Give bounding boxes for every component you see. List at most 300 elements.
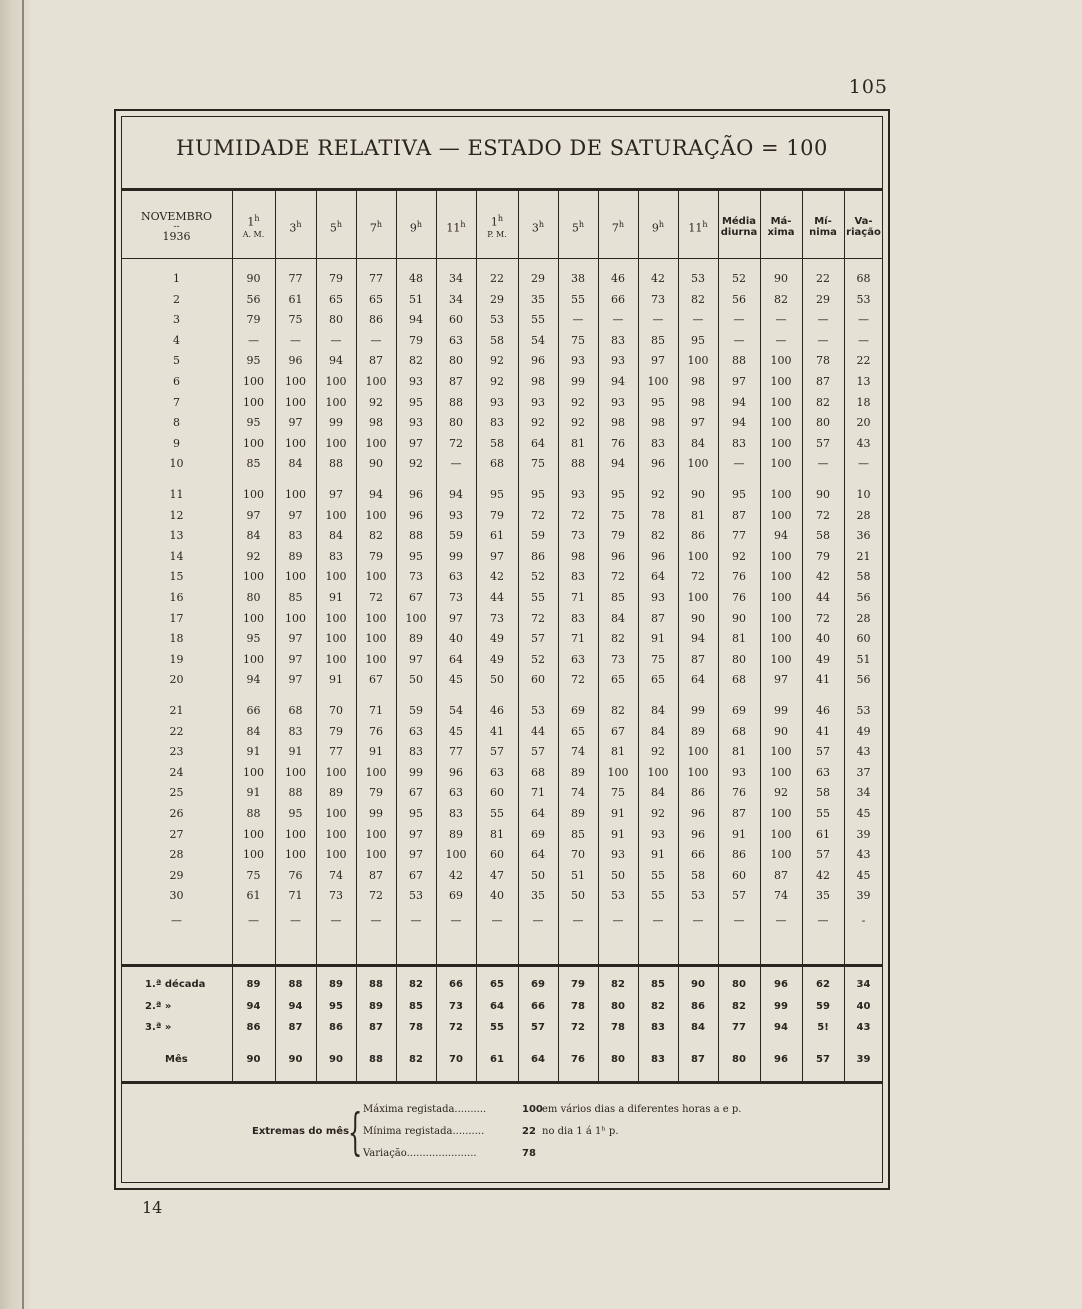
table-cell: 63 (571, 652, 585, 666)
header-column (844, 196, 883, 258)
table-cell: 79 (816, 549, 830, 563)
table-cell: 95 (490, 488, 504, 501)
table-cell: 51 (571, 868, 585, 882)
table-cell: 58 (856, 570, 871, 584)
summary-cell: 90 (288, 1054, 303, 1065)
table-cell: 72 (816, 508, 830, 522)
table-cell: 90 (732, 611, 746, 625)
table-cell: 100 (365, 436, 387, 450)
table-cell: 94 (691, 632, 705, 646)
table-cell: 100 (285, 395, 306, 409)
table-cell: — (733, 457, 745, 471)
table-cell: 75 (531, 457, 545, 471)
extreme-detail: em vários dias a diferentes horas a e p. (542, 1104, 742, 1115)
table-cell: 67 (409, 591, 423, 604)
table-cell: 82 (611, 632, 625, 646)
table-cell: 84 (651, 786, 665, 800)
summary-cell: 57 (531, 1022, 545, 1033)
table-cell: 72 (369, 889, 383, 903)
summary-cell: 87 (369, 1022, 383, 1033)
table-cell: 40 (449, 632, 463, 646)
table-cell: 57 (732, 889, 746, 903)
table-cell: 56 (732, 292, 746, 306)
table-cell: 52 (531, 652, 545, 666)
table-cell: 46 (816, 704, 830, 717)
header-column (558, 196, 598, 258)
table-cell: 93 (651, 591, 665, 604)
table-cell: 100 (365, 375, 387, 388)
table-cell: 98 (651, 416, 665, 430)
table-cell: 69 (531, 827, 545, 841)
table-cell: 92 (369, 395, 383, 409)
row-day: 23 (169, 745, 184, 759)
summary-cell: 85 (651, 979, 665, 990)
table-cell: 89 (691, 724, 705, 738)
table-cell: 100 (687, 457, 709, 471)
table-cell: 100 (325, 375, 347, 388)
table-cell: 91 (329, 673, 343, 687)
table-cell: 98 (611, 416, 625, 430)
table-cell: 50 (409, 673, 423, 687)
table-cell: 100 (325, 807, 347, 820)
table-cell: 69 (732, 704, 746, 717)
table-cell: 49 (816, 652, 830, 666)
table-cell: 97 (288, 508, 303, 522)
header-column-sup: h (538, 220, 545, 230)
table-cell: 93 (571, 354, 585, 368)
table-cell: 72 (571, 508, 585, 522)
summary-cell: 40 (856, 1001, 871, 1012)
row-day: 26 (169, 807, 184, 820)
table-cell: 97 (409, 652, 423, 666)
table-cell: — (410, 914, 422, 927)
summary-label: 2.ª » (145, 1001, 172, 1012)
table-cell: 91 (329, 591, 343, 604)
table-cell: 38 (571, 272, 585, 285)
row-day: 29 (169, 868, 184, 882)
table-cell: 89 (571, 765, 585, 779)
table-cell: 71 (369, 704, 383, 717)
row-day: 16 (169, 591, 184, 604)
table-cell: 22 (856, 354, 871, 368)
table-cell: — (692, 914, 704, 927)
table-cell: 49 (490, 652, 504, 666)
table-cell: 84 (651, 724, 665, 738)
table-cell: 94 (409, 313, 423, 327)
table-cell: 58 (490, 436, 504, 450)
table-cell: 55 (490, 807, 504, 820)
summary-cell: 39 (856, 1054, 871, 1065)
table-cell: 97 (774, 673, 788, 687)
table-cell: 63 (449, 333, 463, 347)
table-cell: 49 (490, 632, 504, 646)
summary-cell: 88 (369, 979, 383, 990)
table-cell: 75 (288, 313, 303, 327)
table-cell: 74 (571, 745, 585, 759)
table-cell: 76 (369, 724, 383, 738)
table-cell: 64 (449, 652, 463, 666)
header-column (316, 196, 356, 258)
table-cell: - (861, 914, 866, 927)
table-cell: 97 (288, 652, 303, 666)
table-cell: 100 (365, 570, 387, 584)
table-cell: 100 (285, 827, 306, 841)
summary-cell: 72 (449, 1022, 463, 1033)
header-column (802, 196, 844, 258)
table-cell: 99 (369, 807, 383, 820)
table-cell: — (733, 914, 745, 927)
table-cell: 95 (246, 354, 261, 368)
table-cell: 94 (774, 529, 788, 543)
table-cell: 35 (816, 889, 830, 903)
header-column (436, 196, 476, 258)
table-cell: 22 (490, 272, 504, 285)
table-cell: 99 (329, 416, 343, 430)
header-column-top: Má- (770, 216, 792, 227)
table-cell: 100 (687, 354, 709, 368)
row-day: 4 (173, 333, 180, 347)
table-cell: 88 (288, 786, 303, 800)
table-cell: 97 (288, 632, 303, 646)
header-column-top: 3$^h$ (531, 220, 545, 235)
table-cell: — (450, 914, 462, 927)
summary-cell: 89 (369, 1001, 383, 1012)
table-cell: 97 (409, 848, 423, 862)
table-cell: 29 (531, 272, 545, 285)
header-column-sub: P. M. (487, 229, 507, 239)
header-column-sub: riação (846, 227, 881, 238)
table-cell: 66 (246, 704, 261, 717)
table-cell: 100 (325, 570, 347, 584)
header-column-sub: diurna (720, 227, 758, 238)
summary-cell: 99 (774, 1001, 788, 1012)
table-cell: 100 (445, 848, 467, 862)
table-cell: 78 (816, 354, 830, 368)
summary-cell: 78 (409, 1022, 423, 1033)
table-cell: 72 (691, 570, 705, 584)
table-cell: — (817, 333, 829, 347)
table-cell: 81 (691, 508, 705, 522)
table-cell: 76 (288, 868, 303, 882)
row-day: 30 (169, 889, 184, 903)
table-cell: 100 (770, 375, 792, 388)
table-cell: 65 (571, 724, 585, 738)
table-cell: 53 (409, 889, 423, 903)
table-cell: 93 (490, 395, 504, 409)
summary-cell: 80 (611, 1001, 625, 1012)
table-cell: 55 (816, 807, 830, 820)
header-column-top: 7$^h$ (611, 220, 625, 235)
table-cell: — (370, 914, 382, 927)
table-cell: 98 (369, 416, 383, 430)
table-cell: 96 (651, 549, 665, 563)
table-cell: 100 (770, 848, 792, 862)
table-cell: 95 (611, 488, 625, 501)
table-cell: 72 (369, 591, 383, 604)
summary-cell: 90 (329, 1054, 343, 1065)
table-cell: 48 (409, 272, 423, 285)
table-cell: 98 (691, 395, 705, 409)
row-day: — (171, 914, 182, 927)
row-day: 25 (169, 786, 184, 800)
table-cell: 67 (409, 786, 423, 800)
table-cell: 57 (531, 745, 545, 759)
table-cell: 60 (449, 313, 463, 327)
table-cell: 83 (490, 416, 504, 430)
summary-cell: 64 (490, 1001, 504, 1012)
header-column-top: 1$^h$ (490, 214, 504, 229)
table-cell: 94 (449, 488, 463, 501)
table-cell: 73 (490, 611, 504, 625)
table-cell: 95 (531, 488, 545, 501)
summary-cell: 89 (246, 979, 261, 990)
table-cell: 97 (409, 827, 423, 841)
header-column (275, 196, 316, 258)
table-cell: 100 (325, 508, 347, 522)
header-year: 1936 (162, 230, 191, 243)
table-cell: 87 (369, 868, 383, 882)
table-cell: 75 (246, 868, 261, 882)
table-cell: 97 (732, 375, 746, 388)
table-cell: 100 (325, 848, 347, 862)
table-cell: 88 (449, 395, 463, 409)
table-cell: 100 (285, 611, 306, 625)
table-cell: 100 (243, 848, 264, 862)
row-day: 20 (169, 673, 184, 687)
table-cell: 100 (325, 395, 347, 409)
table-cell: 13 (856, 375, 871, 388)
table-cell: 100 (770, 436, 792, 450)
table-cell: 100 (243, 827, 264, 841)
table-cell: 83 (732, 436, 746, 450)
table-cell: 72 (611, 570, 625, 584)
table-cell: 85 (288, 591, 303, 604)
table-cell: 95 (732, 488, 746, 501)
table-cell: 83 (329, 549, 343, 563)
header-column-sup: h (497, 214, 504, 224)
table-cell: 100 (687, 549, 709, 563)
header-rule (121, 258, 883, 259)
header-column-sub: nima (809, 227, 837, 238)
table-cell: 87 (691, 652, 705, 666)
table-cell: 91 (651, 632, 665, 646)
table-cell: 100 (243, 765, 264, 779)
table-cell: 50 (571, 889, 585, 903)
table-cell: 80 (816, 416, 830, 430)
table-cell: 40 (816, 632, 830, 646)
summary-cell: 89 (329, 979, 343, 990)
table-cell: 68 (531, 765, 545, 779)
row-day: 1 (173, 272, 180, 285)
row-day: 13 (169, 529, 184, 543)
table-cell: 77 (732, 529, 746, 543)
table-cell: — (733, 313, 745, 327)
summary-cell: 95 (329, 1001, 343, 1012)
summary-cell: 61 (490, 1054, 504, 1065)
table-cell: 67 (409, 868, 423, 882)
header-column (718, 196, 760, 258)
table-cell: 95 (409, 549, 423, 563)
table-cell: 73 (651, 292, 665, 306)
table-cell: 84 (246, 724, 261, 738)
table-cell: 47 (490, 868, 504, 882)
summary-label: 3.ª » (145, 1022, 172, 1033)
table-cell: — (248, 333, 259, 347)
table-cell: 92 (246, 549, 261, 563)
table-cell: 87 (732, 807, 746, 820)
table-cell: 64 (691, 673, 705, 687)
header-column (760, 196, 802, 258)
table-cell: 97 (288, 673, 303, 687)
table-cell: 80 (449, 416, 463, 430)
table-cell: 95 (246, 416, 261, 430)
title-rule (121, 188, 883, 191)
table-cell: 42 (816, 868, 830, 882)
summary-cell: 84 (691, 1022, 705, 1033)
table-cell: 91 (611, 807, 625, 820)
table-cell: 89 (288, 549, 303, 563)
table-cell: 91 (369, 745, 383, 759)
row-day: 17 (169, 611, 184, 625)
table-cell: 51 (856, 652, 871, 666)
table-cell: 55 (651, 868, 665, 882)
table-cell: 84 (246, 529, 261, 543)
table-cell: 93 (531, 395, 545, 409)
table-cell: 65 (329, 292, 343, 306)
table-cell: 97 (329, 488, 343, 501)
table-cell: 100 (647, 375, 669, 388)
table-cell: 100 (243, 611, 264, 625)
table-cell: 79 (369, 786, 383, 800)
table-cell: 100 (243, 395, 264, 409)
table-cell: 100 (770, 765, 792, 779)
summary-cell: 83 (651, 1022, 665, 1033)
extreme-name: Variação...................... (363, 1148, 477, 1159)
table-cell: 91 (732, 827, 746, 841)
table-cell: 58 (691, 868, 705, 882)
row-day: 22 (169, 724, 184, 738)
summary-cell: 80 (611, 1054, 625, 1065)
table-cell: 93 (611, 848, 625, 862)
table-cell: 74 (774, 889, 788, 903)
table-cell: 43 (856, 848, 871, 862)
table-cell: 43 (856, 436, 871, 450)
table-cell: 61 (288, 292, 303, 306)
table-cell: — (817, 914, 829, 927)
summary-cell: 87 (288, 1022, 303, 1033)
table-cell: 59 (409, 704, 423, 717)
table-cell: 93 (611, 395, 625, 409)
table-cell: 100 (243, 652, 264, 666)
table-cell: 93 (409, 416, 423, 430)
table-cell: 100 (325, 652, 347, 666)
table-cell: — (248, 914, 259, 927)
table-cell: 95 (288, 807, 303, 820)
table-cell: 53 (856, 704, 871, 717)
table-cell: 68 (490, 457, 504, 471)
table-cell: — (491, 914, 503, 927)
table-cell: 22 (816, 272, 830, 285)
table-cell: 96 (409, 488, 423, 501)
table-cell: 57 (490, 745, 504, 759)
table-cell: 56 (856, 591, 871, 604)
table-cell: 67 (611, 724, 625, 738)
table-cell: 94 (329, 354, 343, 368)
table-cell: — (532, 914, 544, 927)
table-cell: 99 (774, 704, 788, 717)
header-column (396, 196, 436, 258)
header-column-sub: A. M. (242, 229, 265, 239)
table-cell: 94 (732, 416, 746, 430)
table-cell: 72 (531, 611, 545, 625)
table-cell: 41 (490, 724, 504, 738)
table-cell: 83 (409, 745, 423, 759)
header-column-sup: h (336, 220, 343, 230)
table-cell: 79 (409, 333, 423, 347)
table-cell: 82 (774, 292, 788, 306)
table-cell: 44 (490, 591, 504, 604)
table-cell: 99 (449, 549, 463, 563)
summary-cell: 90 (246, 1054, 261, 1065)
row-day: 6 (173, 375, 180, 388)
table-cell: 64 (531, 848, 545, 862)
table-cell: 100 (243, 436, 264, 450)
table-cell: 74 (571, 786, 585, 800)
table-cell: 44 (531, 724, 545, 738)
table-cell: — (290, 914, 301, 927)
table-cell: 83 (288, 724, 303, 738)
table-cell: 69 (571, 704, 585, 717)
table-cell: — (330, 333, 342, 347)
summary-cell: 62 (816, 979, 830, 990)
table-cell: 53 (611, 889, 625, 903)
table-cell: 100 (243, 488, 264, 501)
table-cell: 86 (369, 313, 383, 327)
table-cell: 71 (288, 889, 303, 903)
table-cell: 100 (647, 765, 669, 779)
table-cell: 94 (369, 488, 383, 501)
row-day: 8 (173, 416, 180, 430)
table-cell: 77 (449, 745, 463, 759)
row-day: 19 (169, 652, 184, 666)
table-cell: 64 (651, 570, 665, 584)
table-cell: 63 (449, 570, 463, 584)
row-day: 3 (173, 313, 180, 327)
table-cell: — (775, 313, 787, 327)
table-cell: 100 (325, 765, 347, 779)
table-cell: 96 (409, 508, 423, 522)
header-column-sup: h (296, 220, 302, 230)
table-cell: 87 (651, 611, 665, 625)
table-cell: 97 (288, 416, 303, 430)
table-cell: 34 (449, 292, 463, 306)
summary-cell: 77 (732, 1022, 746, 1033)
table-cell: 28 (856, 611, 871, 625)
table-cell: 83 (651, 436, 665, 450)
summary-label: Mês (165, 1054, 188, 1065)
table-cell: 18 (856, 395, 871, 409)
table-cell: 83 (571, 570, 585, 584)
header-column-sup: h (254, 214, 260, 224)
table-cell: 100 (285, 570, 306, 584)
row-day: 21 (169, 704, 184, 717)
summary-cell: 90 (691, 979, 705, 990)
table-cell: 53 (531, 704, 545, 717)
table-cell: 94 (611, 457, 625, 471)
extreme-value: 100 (522, 1104, 543, 1115)
table-cell: 53 (856, 292, 871, 306)
table-cell: 76 (732, 786, 746, 800)
